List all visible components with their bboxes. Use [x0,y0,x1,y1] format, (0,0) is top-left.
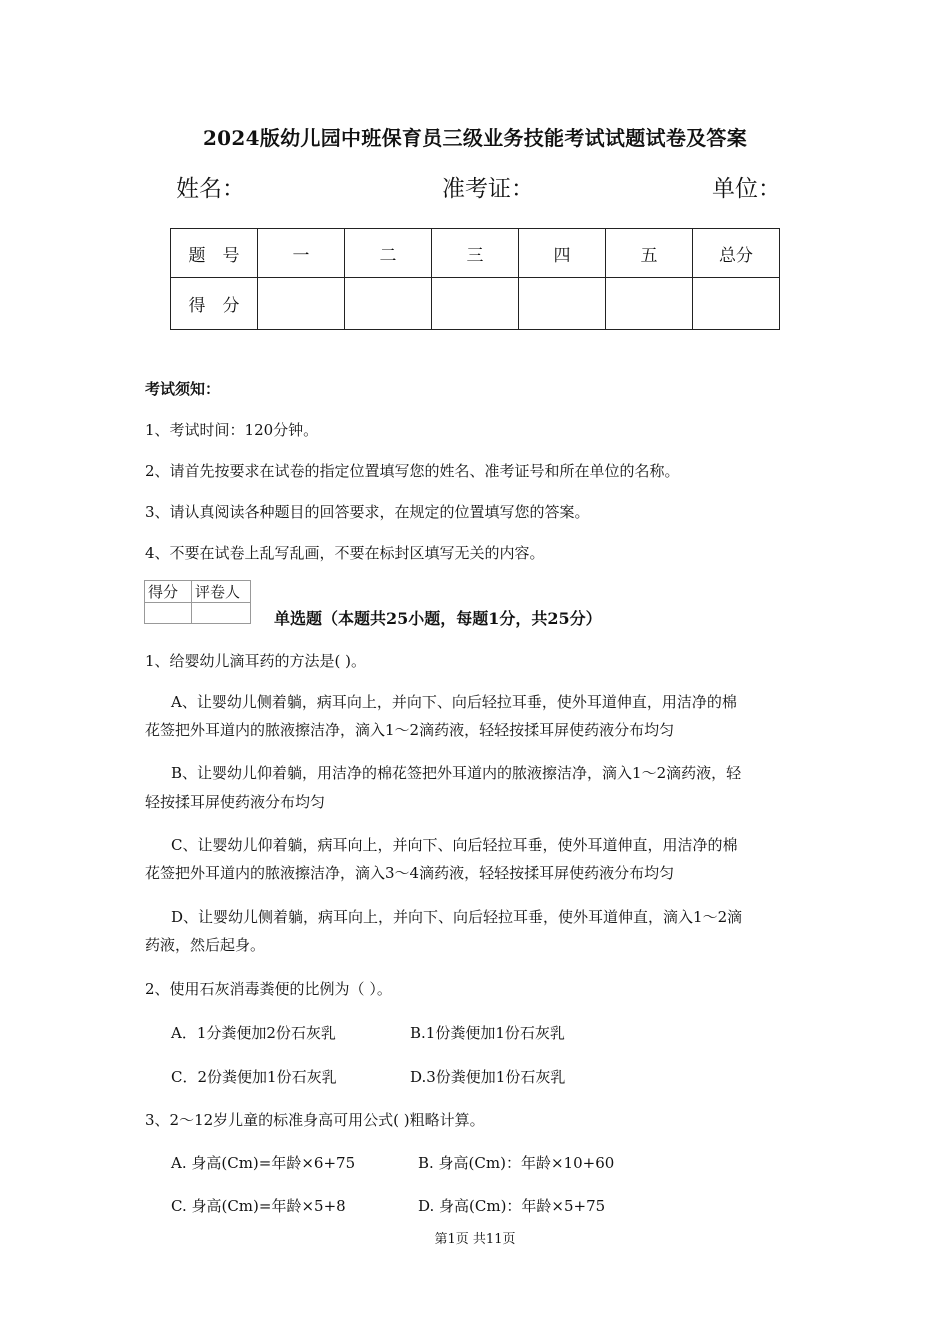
notice-item: 1、考试时间：120分钟。 [145,421,319,439]
header-cell-5: 五 [606,229,693,278]
header-cell-4: 四 [519,229,606,278]
unit-field-label: 单位： [712,176,781,202]
score-cell-5 [606,278,693,330]
score-cell-3 [432,278,519,330]
option-c: C. 身高(Cm)=年龄×5+8 [171,1197,346,1215]
header-cell-3: 三 [432,229,519,278]
score-cell-total [693,278,780,330]
grader-box-grader-label: 评卷人 [192,581,251,603]
option-line: 药液，然后起身。 [145,936,266,954]
grader-box-score-label: 得分 [145,581,192,603]
question-stem: 1、给婴幼儿滴耳药的方法是( )。 [145,652,367,670]
question-stem: 3、2～12岁儿童的标准身高可用公式( )粗略计算。 [145,1111,485,1129]
option-b: B.1份粪便加1份石灰乳 [410,1024,565,1042]
grader-box-score-cell [145,603,192,624]
option-line: C、让婴幼儿仰着躺，病耳向上，并向下、向后轻拉耳垂，使外耳道伸直，用洁净的棉 [171,836,738,854]
grader-box-grader-cell [192,603,251,624]
option-line: 轻按揉耳屏使药液分布均匀 [145,793,326,811]
score-row-label: 得 分 [171,278,258,330]
question-stem: 2、使用石灰消毒粪便的比例为（ ）。 [145,980,392,998]
score-cell-1 [258,278,345,330]
header-cell-total: 总分 [693,229,780,278]
option-line: B、让婴幼儿仰着躺，用洁净的棉花签把外耳道内的脓液擦洁净，滴入1～2滴药液，轻 [171,764,742,782]
option-d: D. 身高(Cm)：年龄×5+75 [418,1197,606,1215]
option-d: D.3份粪便加1份石灰乳 [410,1068,566,1086]
option-b: B. 身高(Cm)：年龄×10+60 [418,1154,615,1172]
option-a: A．1分粪便加2份石灰乳 [171,1024,336,1042]
header-cell-question-no: 题 号 [171,229,258,278]
notice-item: 3、请认真阅读各种题目的回答要求，在规定的位置填写您的答案。 [145,503,590,521]
header-cell-2: 二 [345,229,432,278]
option-c: C．2份粪便加1份石灰乳 [171,1068,337,1086]
option-line: A、让婴幼儿侧着躺，病耳向上，并向下、向后轻拉耳垂，使外耳道伸直，用洁净的棉 [171,693,737,711]
grader-box [144,580,251,624]
section-title: 单选题（本题共25小题，每题1分，共25分） [274,609,602,628]
notice-item: 2、请首先按要求在试卷的指定位置填写您的姓名、准考证号和所在单位的名称。 [145,462,680,480]
option-a: A. 身高(Cm)=年龄×6+75 [171,1154,356,1172]
score-cell-2 [345,278,432,330]
exam-number-field-label: 准考证： [442,176,534,202]
score-cell-4 [519,278,606,330]
option-line: 花签把外耳道内的脓液擦洁净，滴入3～4滴药液，轻轻按揉耳屏使药液分布均匀 [145,864,675,882]
option-line: D、让婴幼儿侧着躺，病耳向上，并向下、向后轻拉耳垂，使外耳道伸直，滴入1～2滴 [171,908,743,926]
name-field-label: 姓名： [176,176,245,202]
notice-heading: 考试须知： [145,380,221,398]
score-table-score-row [171,278,780,330]
score-table [170,228,780,330]
page-title: 2024版幼儿园中班保育员三级业务技能考试试题试卷及答案 [202,126,748,150]
header-cell-1: 一 [258,229,345,278]
score-table-header-row [171,229,780,278]
option-line: 花签把外耳道内的脓液擦洁净，滴入1～2滴药液，轻轻按揉耳屏使药液分布均匀 [145,721,675,739]
page-footer: 第1页 共11页 [434,1232,516,1247]
notice-item: 4、不要在试卷上乱写乱画，不要在标封区填写无关的内容。 [145,544,545,562]
